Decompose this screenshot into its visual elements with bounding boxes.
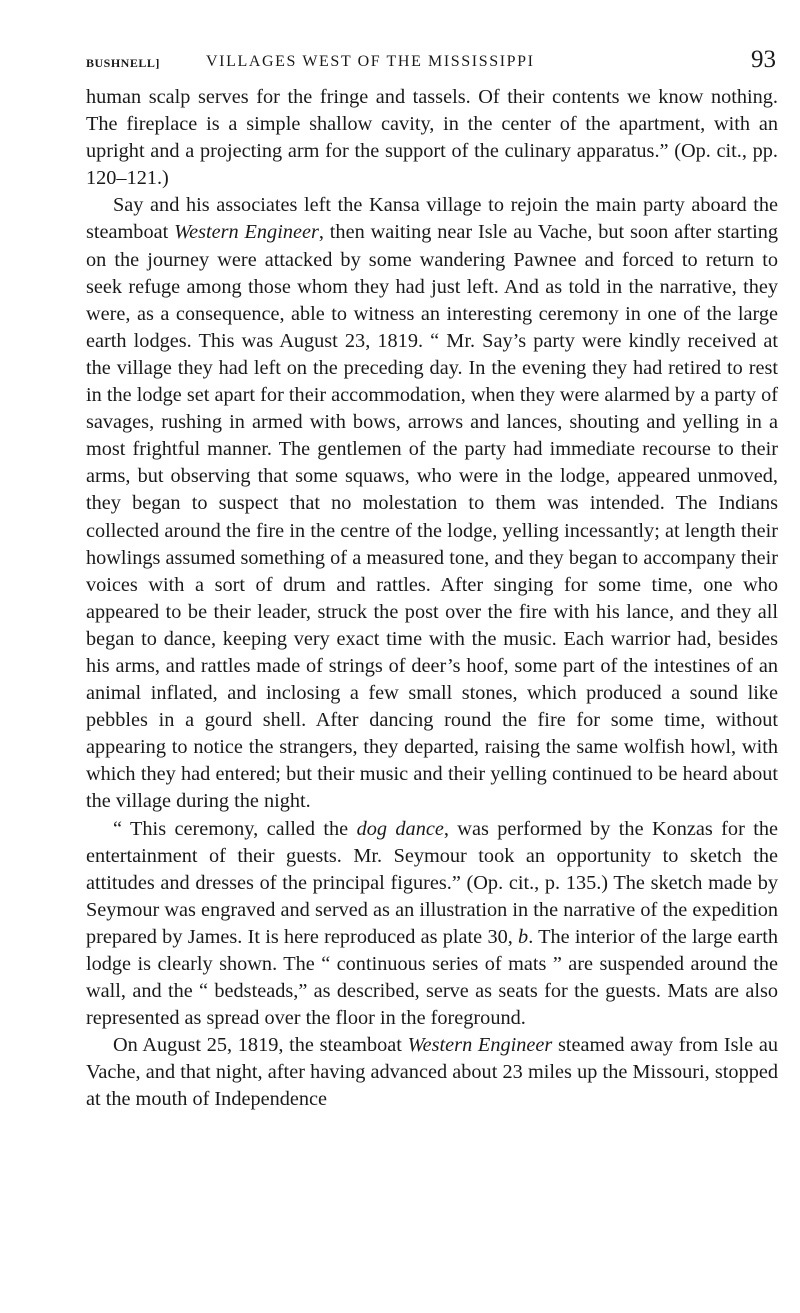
text-run: On August 25, 1819, the steamboat — [113, 1034, 408, 1057]
text-run: steamed away from Isle au Vache, and that night, after having advanced about 23 miles up the Missouri, stopped at the mouth of Independence — [86, 1034, 778, 1111]
text-run: Say and his associates left the Kansa village to rejoin the main party aboard the steamboat — [86, 194, 778, 244]
page-number: 93 — [751, 46, 776, 73]
running-head-title: VILLAGES WEST OF THE MISSISSIPPI — [206, 53, 535, 70]
italic-text: dog dance — [356, 817, 444, 840]
text-run: , then waiting near Isle au Vache, but soon after starting on the journey were attacked by some wandering Pawnee and forced to return to seek refuge among those whom they had just left. And as told in the narrative, they were, as a consequence, able to witness an interesting ceremony in one of the large earth lodges. This was August 23, 1819. “ Mr. Say’s party were kindly received at the village they had left on the preceding day. In the evening they had retired to rest in the lodge set apart for their accommodation, when they were alarmed by a party of savages, rushing in armed with bows, arrows and lances, shouting and yelling in a most frightful manner. The gentlemen of the party had immediate recourse to their arms, but observing that some squaws, who were in the lodge, appeared unmoved, they began to suspect that no molestation to them was intended. The Indians collected around the fire in the centre of the lodge, yelling incessantly; at length their howlings assumed something of a measured tone, and they began to accompany their voices with a sort of drum and rattles. After singing for some time, one who appeared to be their leader, struck the post over the fire with his lance, and they all began to dance, keeping very exact time with the music. Each warrior had, besides his arms, and rattles made of strings of deer’s hoof, some part of the intestines of an animal inflated, and inclosing a few small stones, which produced a sound like pebbles in a gourd shell. After dancing round the fire for some time, without appearing to notice the strangers, they departed, raising the same wolfish howl, with which they had entered; but their music and their yelling continued to be heard about the village during the night. — [86, 221, 778, 813]
running-head — [86, 46, 776, 80]
paragraph — [86, 816, 778, 1033]
italic-text: Western Engineer — [174, 221, 319, 244]
italic-text: Western Engineer — [407, 1034, 553, 1057]
text-run: , was performed by the Konzas for the entertainment of their guests. Mr. Seymour took an opportunity to sketch the attitudes and dresses of the principal figures.” (Op. cit., p. 135.) The sketch made by Seymour was engraved and served as an illustration in the narrative of the expedition prepared by James. It is here reproduced as plate 30, — [86, 817, 779, 948]
text-run: “ This ceremony, called the — [113, 817, 357, 840]
paragraph — [86, 84, 778, 192]
running-head-author: BUSHNELL] — [86, 56, 160, 70]
paragraph — [86, 1032, 778, 1113]
body-text — [86, 84, 778, 1114]
italic-text: b — [518, 925, 529, 948]
text-run: . The interior of the large earth lodge is clearly shown. The “ continuous series of mats ” are suspended around the wall, and the “ bedsteads,” as described, serve as seats for the guests. Mats are also represented as spread over the floor in the foreground. — [86, 925, 778, 1030]
paragraph — [86, 192, 778, 815]
text-run: human scalp serves for the fringe and tassels. Of their contents we know nothing. The fireplace is a simple shallow cavity, in the center of the apartment, with an upright and a projecting arm for the support of the culinary apparatus.” (Op. cit., pp. 120–121.) — [86, 86, 778, 190]
